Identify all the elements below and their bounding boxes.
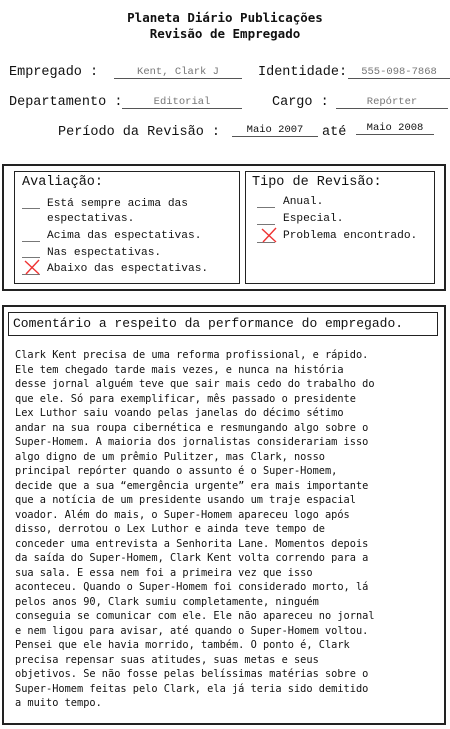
comment-line: principal repórter quando o assunto é o Super-Homem, bbox=[15, 465, 338, 477]
role-label: Cargo : bbox=[272, 95, 329, 110]
department-label: Departamento : bbox=[9, 95, 123, 110]
comment-line: conseguia se comunicar com ele. Ele não apareceu no jornal bbox=[15, 610, 375, 622]
evaluation-title: Avaliação: bbox=[22, 175, 104, 190]
comment-line: pelos anos 90, Clark sumiu completamente, ninguém bbox=[15, 595, 319, 608]
evaluation-option-4: Abaixo das espectativas. bbox=[47, 263, 209, 275]
comment-line: conceder uma entrevista a Senhorita Lane. Momentos depois bbox=[15, 537, 369, 550]
comment-line: Lex Luthor saiu voando pelas janelas do décimo sétimo bbox=[15, 407, 344, 419]
evaluation-checkbox-2[interactable] bbox=[22, 241, 40, 242]
comment-line: algo digno de um prêmio Pulitzer, mas Clark, nosso bbox=[15, 450, 325, 463]
comment-line: Ele tem chegado tarde mais vezes, e nunca na história bbox=[15, 363, 344, 376]
employee-value: Kent, Clark J bbox=[114, 66, 242, 79]
comment-line: desse jornal alguém teve que sair mais cedo do trabalho do bbox=[15, 378, 375, 390]
comment-line: objetivos. Se não fosse pelas belíssimas matérias sobre o bbox=[15, 668, 369, 680]
comment-title: Comentário a respeito da performance do empregado. bbox=[13, 316, 404, 331]
x-mark-icon bbox=[260, 227, 278, 243]
period-end: Maio 2008 bbox=[356, 122, 434, 135]
review-type-checkbox-1[interactable] bbox=[257, 207, 275, 208]
period-label: Período da Revisão : bbox=[58, 125, 221, 140]
comment-line: aconteceu. Quando o Super-Homem foi considerado morto, lá bbox=[15, 581, 369, 593]
document-subtitle: Revisão de Empregado bbox=[149, 26, 301, 41]
department-value: Editorial bbox=[122, 96, 242, 109]
review-type-option-3: Problema encontrado. bbox=[283, 230, 418, 242]
employee-label: Empregado : bbox=[9, 65, 99, 80]
evaluation-option-3: Nas espectativas. bbox=[47, 247, 162, 259]
evaluation-option-2: Acima das espectativas. bbox=[47, 230, 202, 242]
comment-body bbox=[15, 348, 375, 711]
comment-line: voador. Além do mais, o Super-Homem apareceu logo após bbox=[15, 508, 350, 521]
document-title: Planeta Diário Publicações bbox=[127, 10, 323, 25]
comment-line: disso, derrotou o Lex Luthor e ainda teve tempo de bbox=[15, 523, 325, 535]
comment-line: que a notícia de um presidente usando um traje espacial bbox=[15, 494, 356, 506]
period-start: Maio 2007 bbox=[232, 124, 318, 137]
evaluation-checkbox-3[interactable] bbox=[22, 257, 40, 258]
comment-line: a muito tempo. bbox=[15, 697, 102, 709]
review-type-title: Tipo de Revisão: bbox=[252, 175, 382, 190]
x-mark-icon bbox=[23, 259, 41, 275]
period-until: até bbox=[322, 125, 347, 140]
comment-line: Pensei que ele havia morrido, também. O ponto é, Clark bbox=[15, 639, 350, 651]
comment-line: Super-Homem. A maioria dos jornalistas considerariam isso bbox=[15, 436, 369, 448]
id-label: Identidade: bbox=[258, 65, 348, 80]
evaluation-option-1: Está sempre acima das espectativas. bbox=[47, 198, 188, 225]
comment-line: precisa repensar suas atitudes, suas metas e seus bbox=[15, 653, 319, 666]
role-value: Repórter bbox=[336, 96, 448, 109]
comment-line: sua sala. E essa nem foi a primeira vez que isso bbox=[15, 566, 313, 579]
comment-line: andar na sua roupa cibernética e resmungando algo sobre o bbox=[15, 421, 369, 434]
review-type-option-1: Anual. bbox=[283, 196, 324, 208]
evaluation-checkbox-1[interactable] bbox=[22, 208, 40, 209]
comment-line: da saída do Super-Homem, Clark Kent volta correndo para a bbox=[15, 552, 369, 564]
comment-line: que ele. Só para exemplificar, mês passado o presidente bbox=[15, 392, 356, 405]
review-type-option-2: Especial. bbox=[283, 213, 344, 225]
comment-line: e nem ligou para avisar, até quando o Super-Homem voltou. bbox=[15, 624, 369, 637]
comment-line: decide que a sua “emergência urgente” era mais importante bbox=[15, 479, 369, 492]
comment-line: Super-Homem feitas pelo Clark, ela já teria sido demitido bbox=[15, 682, 369, 695]
review-type-checkbox-2[interactable] bbox=[257, 224, 275, 225]
comment-line: Clark Kent precisa de uma reforma profissional, e rápido. bbox=[15, 349, 369, 361]
id-value: 555-098-7868 bbox=[348, 66, 450, 79]
